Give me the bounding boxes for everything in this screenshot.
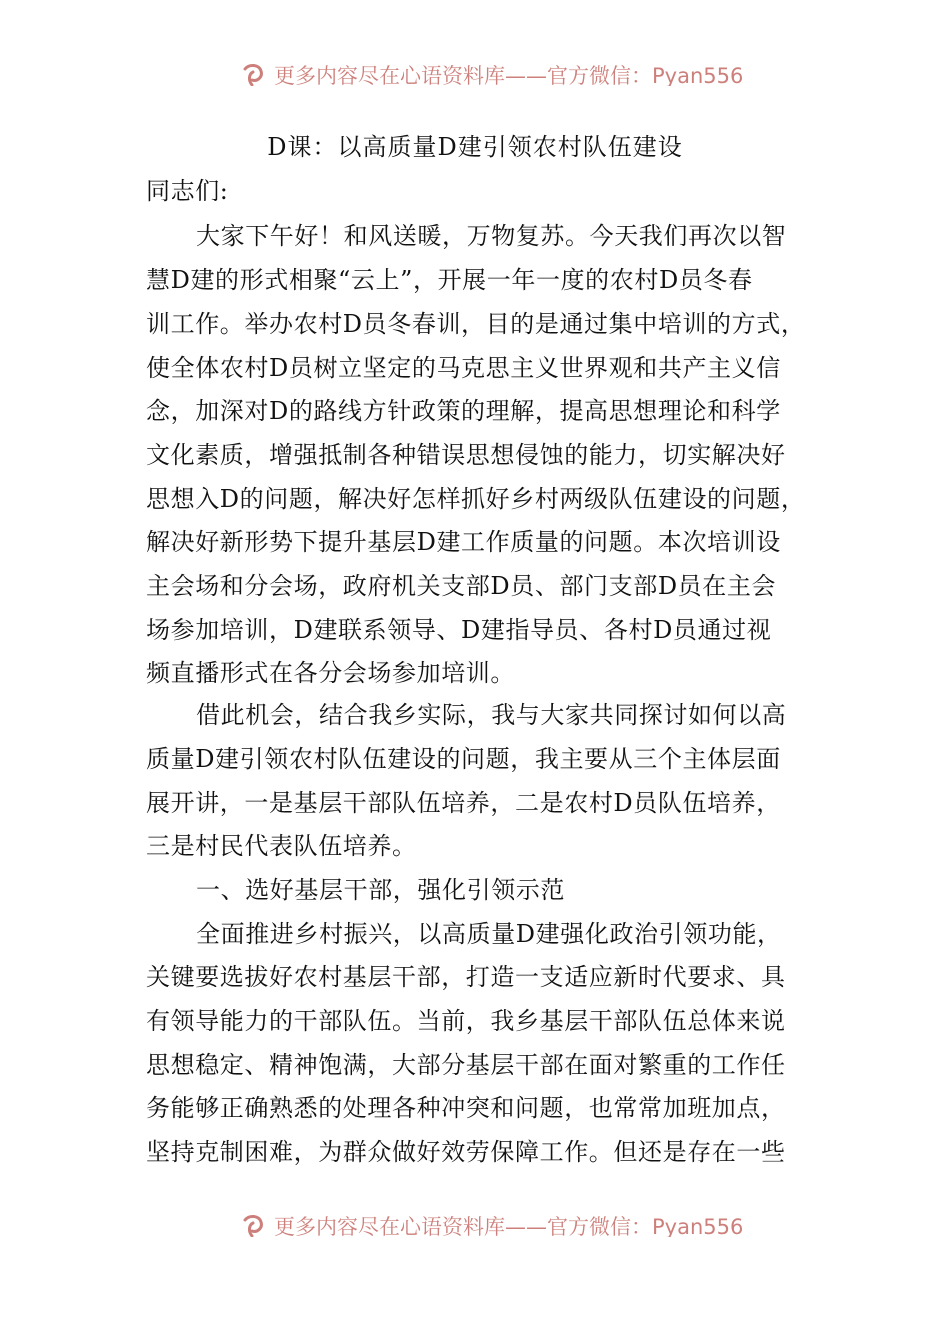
paragraph-line: 使全体农村D员树立坚定的马克思主义世界观和共产主义信 <box>146 354 781 382</box>
salutation: 同志们: <box>146 177 229 205</box>
swirl-logo-icon <box>240 1213 266 1237</box>
paragraph-line: 主会场和分会场，政府机关支部D员、部门支部D员在主会 <box>146 572 777 600</box>
paragraph-line: 文化素质，增强抵制各种错误思想侵蚀的能力，切实解决好 <box>146 441 786 469</box>
section-heading: 一、选好基层干部，强化引领示范 <box>196 876 565 904</box>
watermark-text: 更多内容尽在心语资料库——官方微信：Pyan556 <box>274 1215 744 1237</box>
paragraph-line: 念，加深对D的路线方针政策的理解，提高思想理论和科学 <box>146 397 781 425</box>
watermark-header <box>0 56 950 86</box>
watermark-text: 更多内容尽在心语资料库——官方微信：Pyan556 <box>274 64 744 86</box>
document-title: D课：以高质量D建引领农村队伍建设 <box>267 133 683 161</box>
paragraph-line: 展开讲，一是基层干部队伍培养，二是农村D员队伍培养， <box>146 789 781 817</box>
paragraph-line: 大家下午好！和风送暖，万物复苏。今天我们再次以智 <box>196 222 787 250</box>
paragraph-line: 慧D建的形式相聚“云上”，开展一年一度的农村D员冬春 <box>146 266 753 294</box>
watermark-footer <box>0 1207 950 1237</box>
paragraph-line: 质量D建引领农村队伍建设的问题，我主要从三个主体层面 <box>146 745 781 773</box>
paragraph-line: 务能够正确熟悉的处理各种冲突和问题，也常常加班加点， <box>146 1094 786 1122</box>
paragraph-line: 关键要选拔好农村基层干部，打造一支适应新时代要求、具 <box>146 963 786 991</box>
paragraph-line: 坚持克制困难，为群众做好效劳保障工作。但还是存在一些 <box>146 1138 786 1166</box>
paragraph-line: 思想入D的问题，解决好怎样抓好乡村两级队伍建设的问题， <box>146 485 806 513</box>
paragraph-line: 场参加培训，D建联系领导、D建指导员、各村D员通过视 <box>146 616 772 644</box>
paragraph-line: 全面推进乡村振兴，以高质量D建强化政治引领功能， <box>196 920 782 948</box>
paragraph-line: 训工作。举办农村D员冬春训，目的是通过集中培训的方式， <box>146 310 806 338</box>
paragraph-line: 频直播形式在各分会场参加培训。 <box>146 659 515 687</box>
paragraph-line: 借此机会，结合我乡实际，我与大家共同探讨如何以高 <box>196 701 787 729</box>
paragraph-line: 有领导能力的干部队伍。当前，我乡基层干部队伍总体来说 <box>146 1007 786 1035</box>
swirl-logo-icon <box>240 62 266 86</box>
paragraph-line: 三是村民代表队伍培养。 <box>146 832 417 860</box>
paragraph-line: 思想稳定、精神饱满，大部分基层干部在面对繁重的工作任 <box>146 1051 786 1079</box>
paragraph-line: 解决好新形势下提升基层D建工作质量的问题。本次培训设 <box>146 528 781 556</box>
